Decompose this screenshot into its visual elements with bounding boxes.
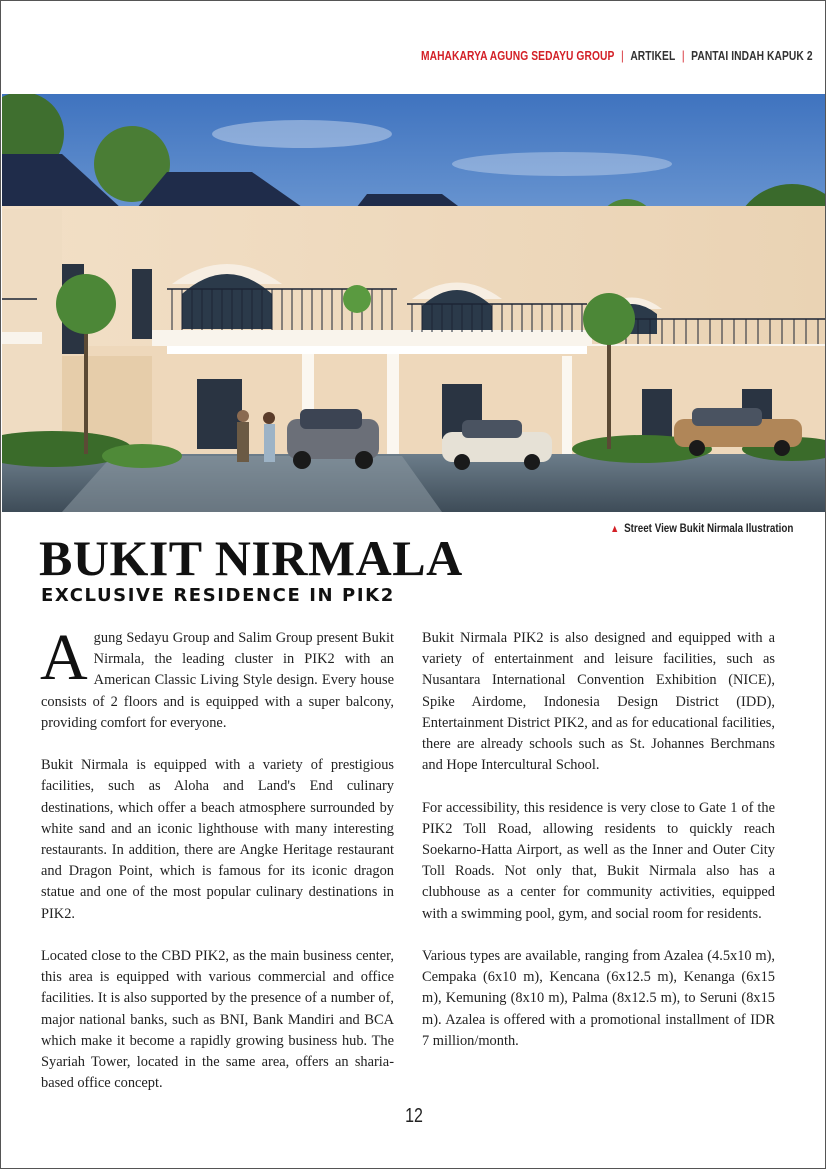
running-header — [421, 49, 813, 63]
caption-marker-icon: ▲ — [609, 523, 619, 535]
header-section: ARTIKEL — [630, 49, 676, 63]
caption-text: Street View Bukit Nirmala Ilustration — [623, 521, 793, 535]
article-title: BUKIT NIRMALA — [39, 530, 463, 586]
paragraph: Various types are available, ranging from Azalea (4.5x10 m), Cempaka (6x10 m), Kencana (6x12.5 m), Kenanga (6x15 m), Kemuning (8x10 m), Palma (8x12.5 m), to Seruni (8x15 m). Azalea is offered with a promotional installment of IDR 7 million/month. — [422, 948, 775, 1049]
paragraph: Bukit Nirmala is equipped with a variety of prestigious facilities, such as Aloha and Land's End culinary destinations, which offer a beach atmosphere surrounded by white sand and an iconic lighthouse with many interesting restaurants. In addition, there are Angke Heritage restaurant and Dragon Point, which is famous for its iconic dragon statue and one of the most popular culinary destinations in PIK2. — [41, 757, 394, 922]
article-right-column — [422, 628, 775, 1073]
paragraph: Bukit Nirmala PIK2 is also designed and equipped with a variety of entertainment and leisure facilities, such as Nusantara International Convention Exhibition (NICE), Spike Airdome, Indonesia Design District (IDD), Entertainment District PIK2, and as for educational facilities, there are already schools such as St. Johannes Berchmans and Hope Intercultural School. — [422, 630, 775, 774]
image-caption — [610, 521, 793, 535]
header-separator: | — [621, 49, 625, 63]
hero-illustration — [2, 94, 826, 512]
townhouse-street-illustration — [2, 94, 826, 512]
paragraph: Located close to the CBD PIK2, as the main business center, this area is equipped with various commercial and office facilities. It is also supported by the presence of a number of, major national banks, such as BNI, Bank Mandiri and BCA which make it become a rapidly growing business hub. The Syariah Tower, located in the same area, offers an sharia-based office concept. — [41, 948, 394, 1092]
header-separator: | — [682, 49, 686, 63]
paragraph — [40, 621, 394, 734]
paragraph-text: gung Sedayu Group and Salim Group present Bukit Nirmala, the leading cluster in PIK2 with an American Classic Living Style design. Every house consists of 2 floors and is equipped with a super balcony, providing comfort for everyone. — [41, 630, 394, 731]
paragraph: For accessibility, this residence is very close to Gate 1 of the PIK2 Toll Road, allowing residents to quickly reach Soekarno-Hatta Airport, as well as the Inner and Outer City Toll Roads. Not only that, Bukit Nirmala also has a clubhouse as a center for community activities, equipped with a swimming pool, gym, and social room for residents. — [422, 799, 775, 922]
article-left-column — [40, 621, 394, 1116]
page-number: 12 — [405, 1105, 423, 1127]
header-brand: MAHAKARYA AGUNG SEDAYU GROUP — [421, 49, 615, 63]
article-subtitle: EXCLUSIVE RESIDENCE IN PIK2 — [41, 585, 395, 606]
drop-cap: A — [40, 621, 88, 694]
header-location: PANTAI INDAH KAPUK 2 — [691, 49, 813, 63]
